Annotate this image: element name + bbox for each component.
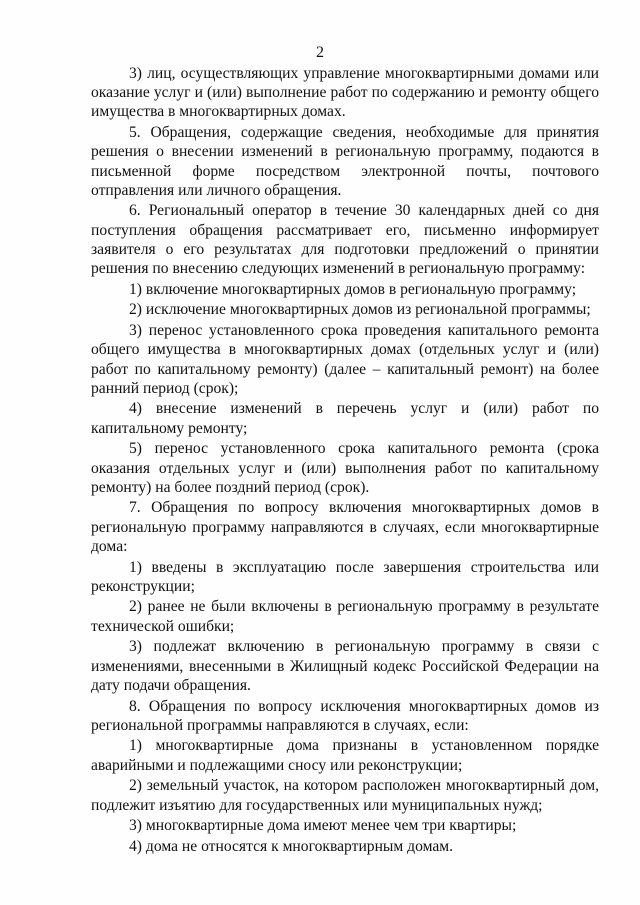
list-item-not-apartment: 4) дома не относятся к многоквартирным домам.	[129, 837, 454, 855]
list-item-exclusion: 2) исключение многоквартирных домов из региональной программы;	[129, 301, 591, 319]
list-item-technical-error: 2) ранее не были включены в региональную программу в результате технической ошибки;	[91, 598, 599, 635]
document-body	[91, 64, 599, 856]
page-number: 2	[316, 44, 324, 61]
paragraph-6-regional-operator: 6. Региональный оператор в течение 30 календарных дней со дня поступления обращения рассматривает его, письменно информирует заявителя о его результатах для подготовки предложений о принятии решения по внесению следующих изменений в региональную программу:	[91, 202, 599, 278]
paragraph-5-appeals-form: 5. Обращения, содержащие сведения, необходимые для принятия решения о внесении изменений в региональную программу, подаются в письменной форме посредством электронной почты, почтового отправления или личного обращения.	[91, 124, 599, 199]
list-item-services-list: 4) внесение изменений в перечень услуг и (или) работ по капитальному ремонту;	[91, 400, 599, 437]
paragraph-8-exclusion-cases: 8. Обращения по вопросу исключения многоквартирных домов из региональной программы направляются в случаях, если:	[91, 697, 599, 734]
list-item-emergency: 1) многоквартирные дома признаны в установленном порядке аварийными и подлежащими сносу или реконструкции;	[91, 737, 599, 774]
paragraph-7-inclusion-cases: 7. Обращения по вопросу включения многоквартирных домов в региональную программу направляются в случаях, если многоквартирные дома:	[91, 499, 599, 555]
list-item-housing-code: 3) подлежат включению в региональную программу в связи с изменениями, внесенными в Жилищный кодекс Российской Федерации на дату подачи обращения.	[91, 638, 599, 694]
list-item-earlier-period: 3) перенос установленного срока проведения капитального ремонта общего имущества в многоквартирных домах (отдельных услуг и (или) работ по капитальному ремонту) (далее – капитальный ремонт) на более ранний период (срок);	[91, 322, 599, 397]
list-item-land-seizure: 2) земельный участок, на котором расположен многоквартирный дом, подлежит изъятию для государственных или муниципальных нужд;	[91, 777, 599, 814]
list-item-inclusion: 1) включение многоквартирных домов в региональную программу;	[129, 280, 577, 298]
list-item-three-apartments: 3) многоквартирные дома имеют менее чем три квартиры;	[129, 817, 517, 835]
paragraph-item-3-managers: 3) лиц, осуществляющих управление многоквартирными домами или оказание услуг и (или) выполнение работ по содержанию и ремонту общего имущества в многоквартирных домах.	[91, 65, 599, 121]
list-item-later-period: 5) перенос установленного срока капитального ремонта (срока оказания отдельных услуг и (или) выполнения работ по капитальному ремонту) на более поздний период (срок).	[91, 440, 599, 496]
list-item-commissioned: 1) введены в эксплуатацию после завершения строительства или реконструкции;	[91, 558, 599, 595]
